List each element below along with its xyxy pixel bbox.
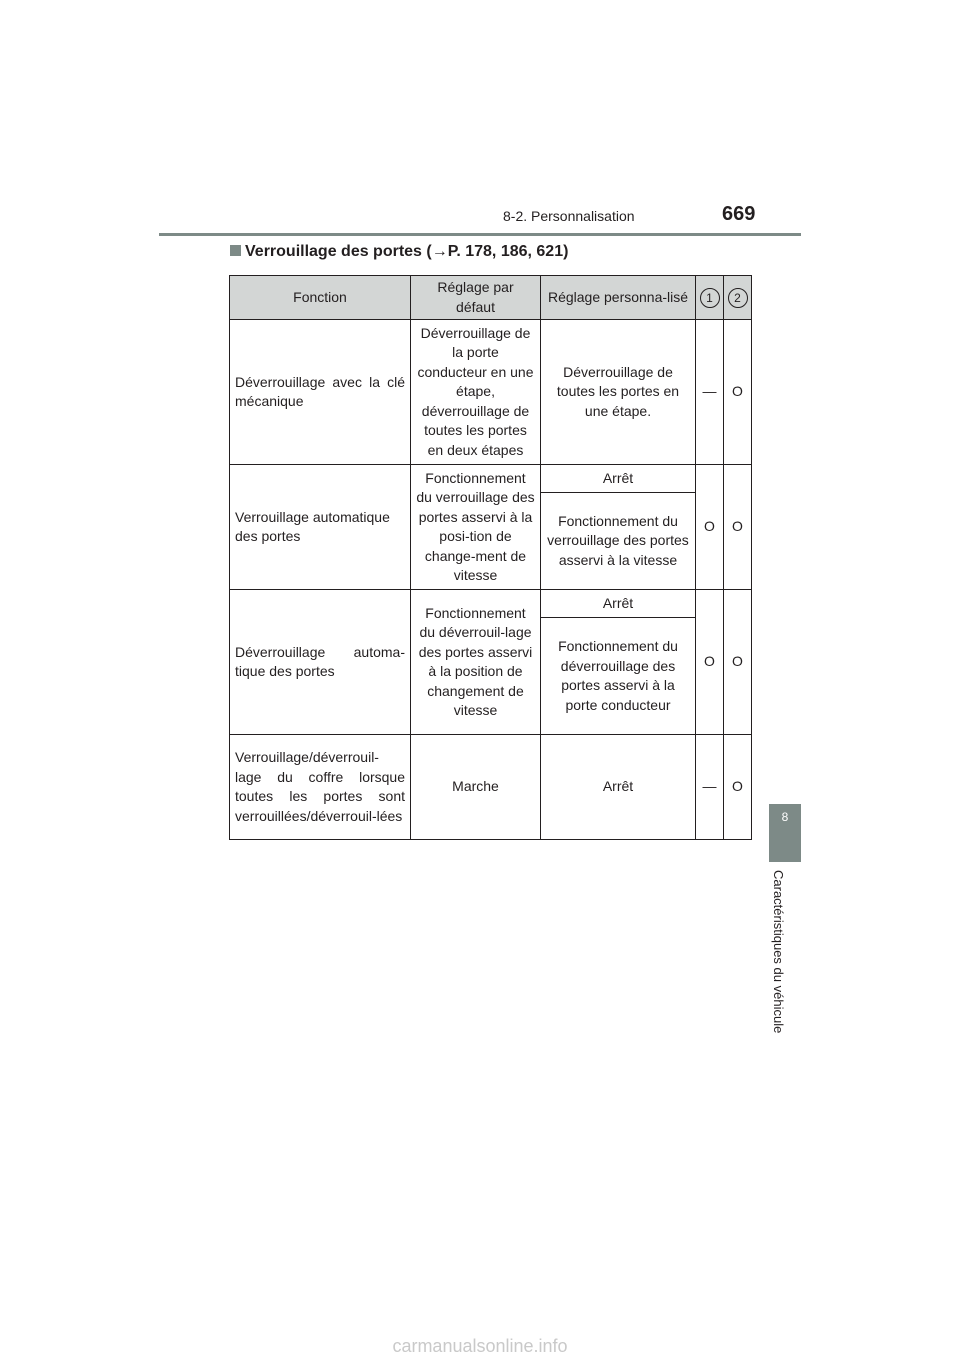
cell-function: Déverrouillage avec la clé mécanique bbox=[230, 320, 411, 465]
cell-function: Déverrouillage automa-tique des portes bbox=[230, 590, 411, 735]
chapter-title: Caractéristiques du véhicule bbox=[771, 870, 786, 1034]
cell-custom: Fonctionnement du verrouillage des portes asservi à la vitesse bbox=[541, 493, 696, 590]
cell-default: Fonctionnement du déverrouil-lage des portes asservi à la position de changement de vitesse bbox=[411, 590, 541, 735]
header-col2 bbox=[724, 276, 752, 320]
settings-table bbox=[229, 275, 752, 840]
cell-mark-1: — bbox=[696, 735, 724, 840]
cell-mark-2: O bbox=[724, 590, 752, 735]
cell-default: Fonctionnement du verrouillage des portes asservi à la posi-tion de change-ment de vitesse bbox=[411, 465, 541, 590]
cell-custom: Fonctionnement du déverrouillage des portes asservi à la porte conducteur bbox=[541, 618, 696, 735]
cell-custom: Arrêt bbox=[541, 735, 696, 840]
header-function: Fonction bbox=[230, 276, 411, 320]
cell-mark-1: O bbox=[696, 590, 724, 735]
section-heading-text: Verrouillage des portes (→P. 178, 186, 621) bbox=[245, 243, 569, 260]
header-default: Réglage par défaut bbox=[411, 276, 541, 320]
table-row bbox=[230, 465, 752, 493]
cell-mark-2: O bbox=[724, 735, 752, 840]
cell-function: Verrouillage/déverrouil-lage du coffre lorsque toutes les portes sont verrouillées/déverrouil-lées bbox=[230, 735, 411, 840]
circled-two-icon: 2 bbox=[728, 288, 748, 308]
cell-default: Déverrouillage de la porte conducteur en une étape, déverrouillage de toutes les portes en deux étapes bbox=[411, 320, 541, 465]
header-col1 bbox=[696, 276, 724, 320]
page-number: 669 bbox=[722, 203, 756, 225]
cell-mark-1: — bbox=[696, 320, 724, 465]
cell-default: Marche bbox=[411, 735, 541, 840]
chapter-number: 8 bbox=[781, 810, 789, 824]
running-header-section: 8-2. Personnalisation bbox=[503, 208, 635, 224]
cell-mark-2: O bbox=[724, 320, 752, 465]
circled-one-icon: 1 bbox=[700, 288, 720, 308]
square-bullet-icon bbox=[230, 245, 241, 256]
cell-function: Verrouillage automatique des portes bbox=[230, 465, 411, 590]
table-row bbox=[230, 735, 752, 840]
table-row bbox=[230, 320, 752, 465]
cell-custom: Arrêt bbox=[541, 465, 696, 493]
header-custom: Réglage personna-lisé bbox=[541, 276, 696, 320]
header-divider bbox=[159, 233, 801, 236]
chapter-tab bbox=[769, 804, 801, 862]
cell-custom: Déverrouillage de toutes les portes en une étape. bbox=[541, 320, 696, 465]
table-header-row bbox=[230, 276, 752, 320]
section-heading bbox=[230, 243, 568, 261]
table-row bbox=[230, 590, 752, 618]
cell-mark-2: O bbox=[724, 465, 752, 590]
cell-mark-1: O bbox=[696, 465, 724, 590]
watermark: carmanualsonline.info bbox=[392, 1336, 568, 1356]
cell-custom: Arrêt bbox=[541, 590, 696, 618]
